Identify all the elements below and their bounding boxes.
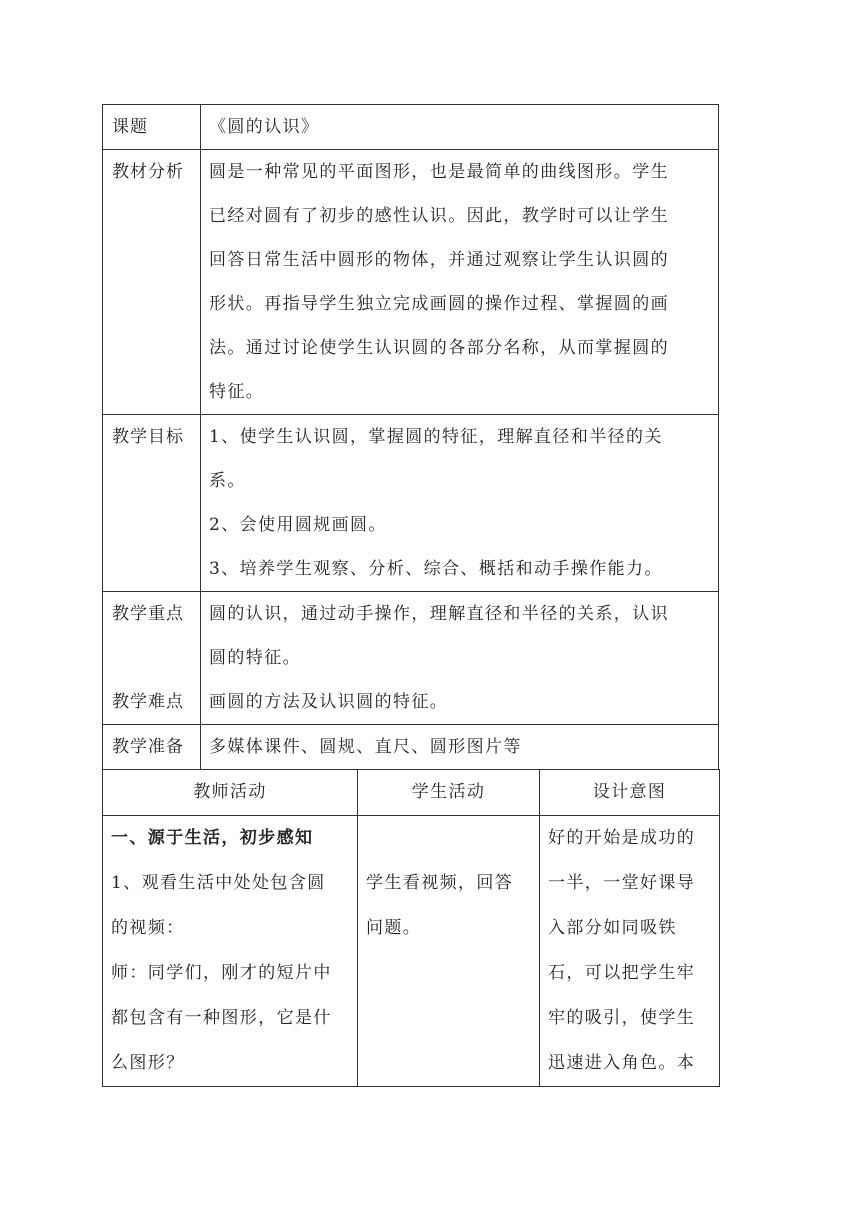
student-activity-cell [358, 816, 540, 1087]
objectives-content [201, 415, 719, 592]
material-analysis-line: 回答日常生活中圆形的物体，并通过观察让学生认识圆的 [209, 250, 669, 270]
title-value: 《圆的认识》 [201, 105, 719, 150]
lesson-plan-page [102, 104, 719, 1087]
teacher-activity-line: 都包含有一种图形，它是什 [111, 1008, 332, 1028]
key-point-line: 圆的特征。 [209, 648, 301, 668]
objective-line: 3、培养学生观察、分析、综合、概括和动手操作能力。 [209, 559, 663, 579]
key-points-content [201, 592, 719, 725]
objective-line: 2、会使用圆规画圆。 [209, 515, 387, 535]
key-point-line: 圆的认识，通过动手操作，理解直径和半径的关系，认识 [209, 604, 669, 624]
objectives-row [103, 415, 719, 592]
design-intent-line: 好的开始是成功的 [548, 828, 696, 848]
preparation-label: 教学准备 [103, 725, 201, 770]
teacher-activity-line: 1、观看生活中处处包含圆 [111, 873, 326, 893]
teacher-activity-line: 么图形？ [111, 1053, 185, 1073]
activity-header-row [103, 770, 720, 816]
preparation-value: 多媒体课件、圆规、直尺、圆形图片等 [201, 725, 719, 770]
design-intent-line: 迅速进入角色。本 [548, 1053, 696, 1073]
design-intent-line: 一半，一堂好课导 [548, 873, 696, 893]
material-analysis-label: 教材分析 [103, 150, 201, 415]
teacher-activity-line: 一、源于生活，初步感知 [111, 828, 314, 848]
material-analysis-line: 特征。 [209, 382, 265, 402]
student-activity-line: 学生看视频，回答 [366, 873, 514, 893]
activity-table [102, 769, 720, 1087]
title-label: 课题 [103, 105, 201, 150]
teacher-activity-header: 教师活动 [103, 770, 358, 816]
difficulties-value: 画圆的方法及认识圆的特征。 [209, 692, 449, 712]
design-intent-line: 入部分如同吸铁 [548, 918, 677, 938]
difficulties-label: 教学难点 [112, 692, 184, 712]
design-intent-cell [540, 816, 720, 1087]
material-analysis-line: 形状。再指导学生独立完成画圆的操作过程、掌握圆的画 [209, 294, 669, 314]
design-intent-header: 设计意图 [540, 770, 720, 816]
student-activity-line: 问题。 [366, 918, 422, 938]
objective-line: 系。 [209, 471, 246, 491]
key-points-row [103, 592, 719, 725]
objectives-label: 教学目标 [103, 415, 201, 592]
preparation-row [103, 725, 719, 770]
lesson-info-table [102, 104, 719, 770]
title-row [103, 105, 719, 150]
material-analysis-row [103, 150, 719, 415]
teacher-activity-line: 师：同学们，刚才的短片中 [111, 963, 332, 983]
activity-row [103, 816, 720, 1087]
key-points-label: 教学重点 [112, 604, 184, 624]
objective-line: 1、使学生认识圆，掌握圆的特征，理解直径和半径的关 [209, 427, 663, 447]
teacher-activity-cell [103, 816, 358, 1087]
student-activity-header: 学生活动 [358, 770, 540, 816]
key-points-label-cell [103, 592, 201, 725]
design-intent-line: 牢的吸引，使学生 [548, 1008, 696, 1028]
material-analysis-content [201, 150, 719, 415]
design-intent-line: 石，可以把学生牢 [548, 963, 696, 983]
material-analysis-line: 法。通过讨论使学生认识圆的各部分名称，从而掌握圆的 [209, 338, 669, 358]
material-analysis-line: 圆是一种常见的平面图形，也是最简单的曲线图形。学生 [209, 162, 669, 182]
teacher-activity-line: 的视频： [111, 918, 185, 938]
material-analysis-line: 已经对圆有了初步的感性认识。因此，教学时可以让学生 [209, 206, 669, 226]
